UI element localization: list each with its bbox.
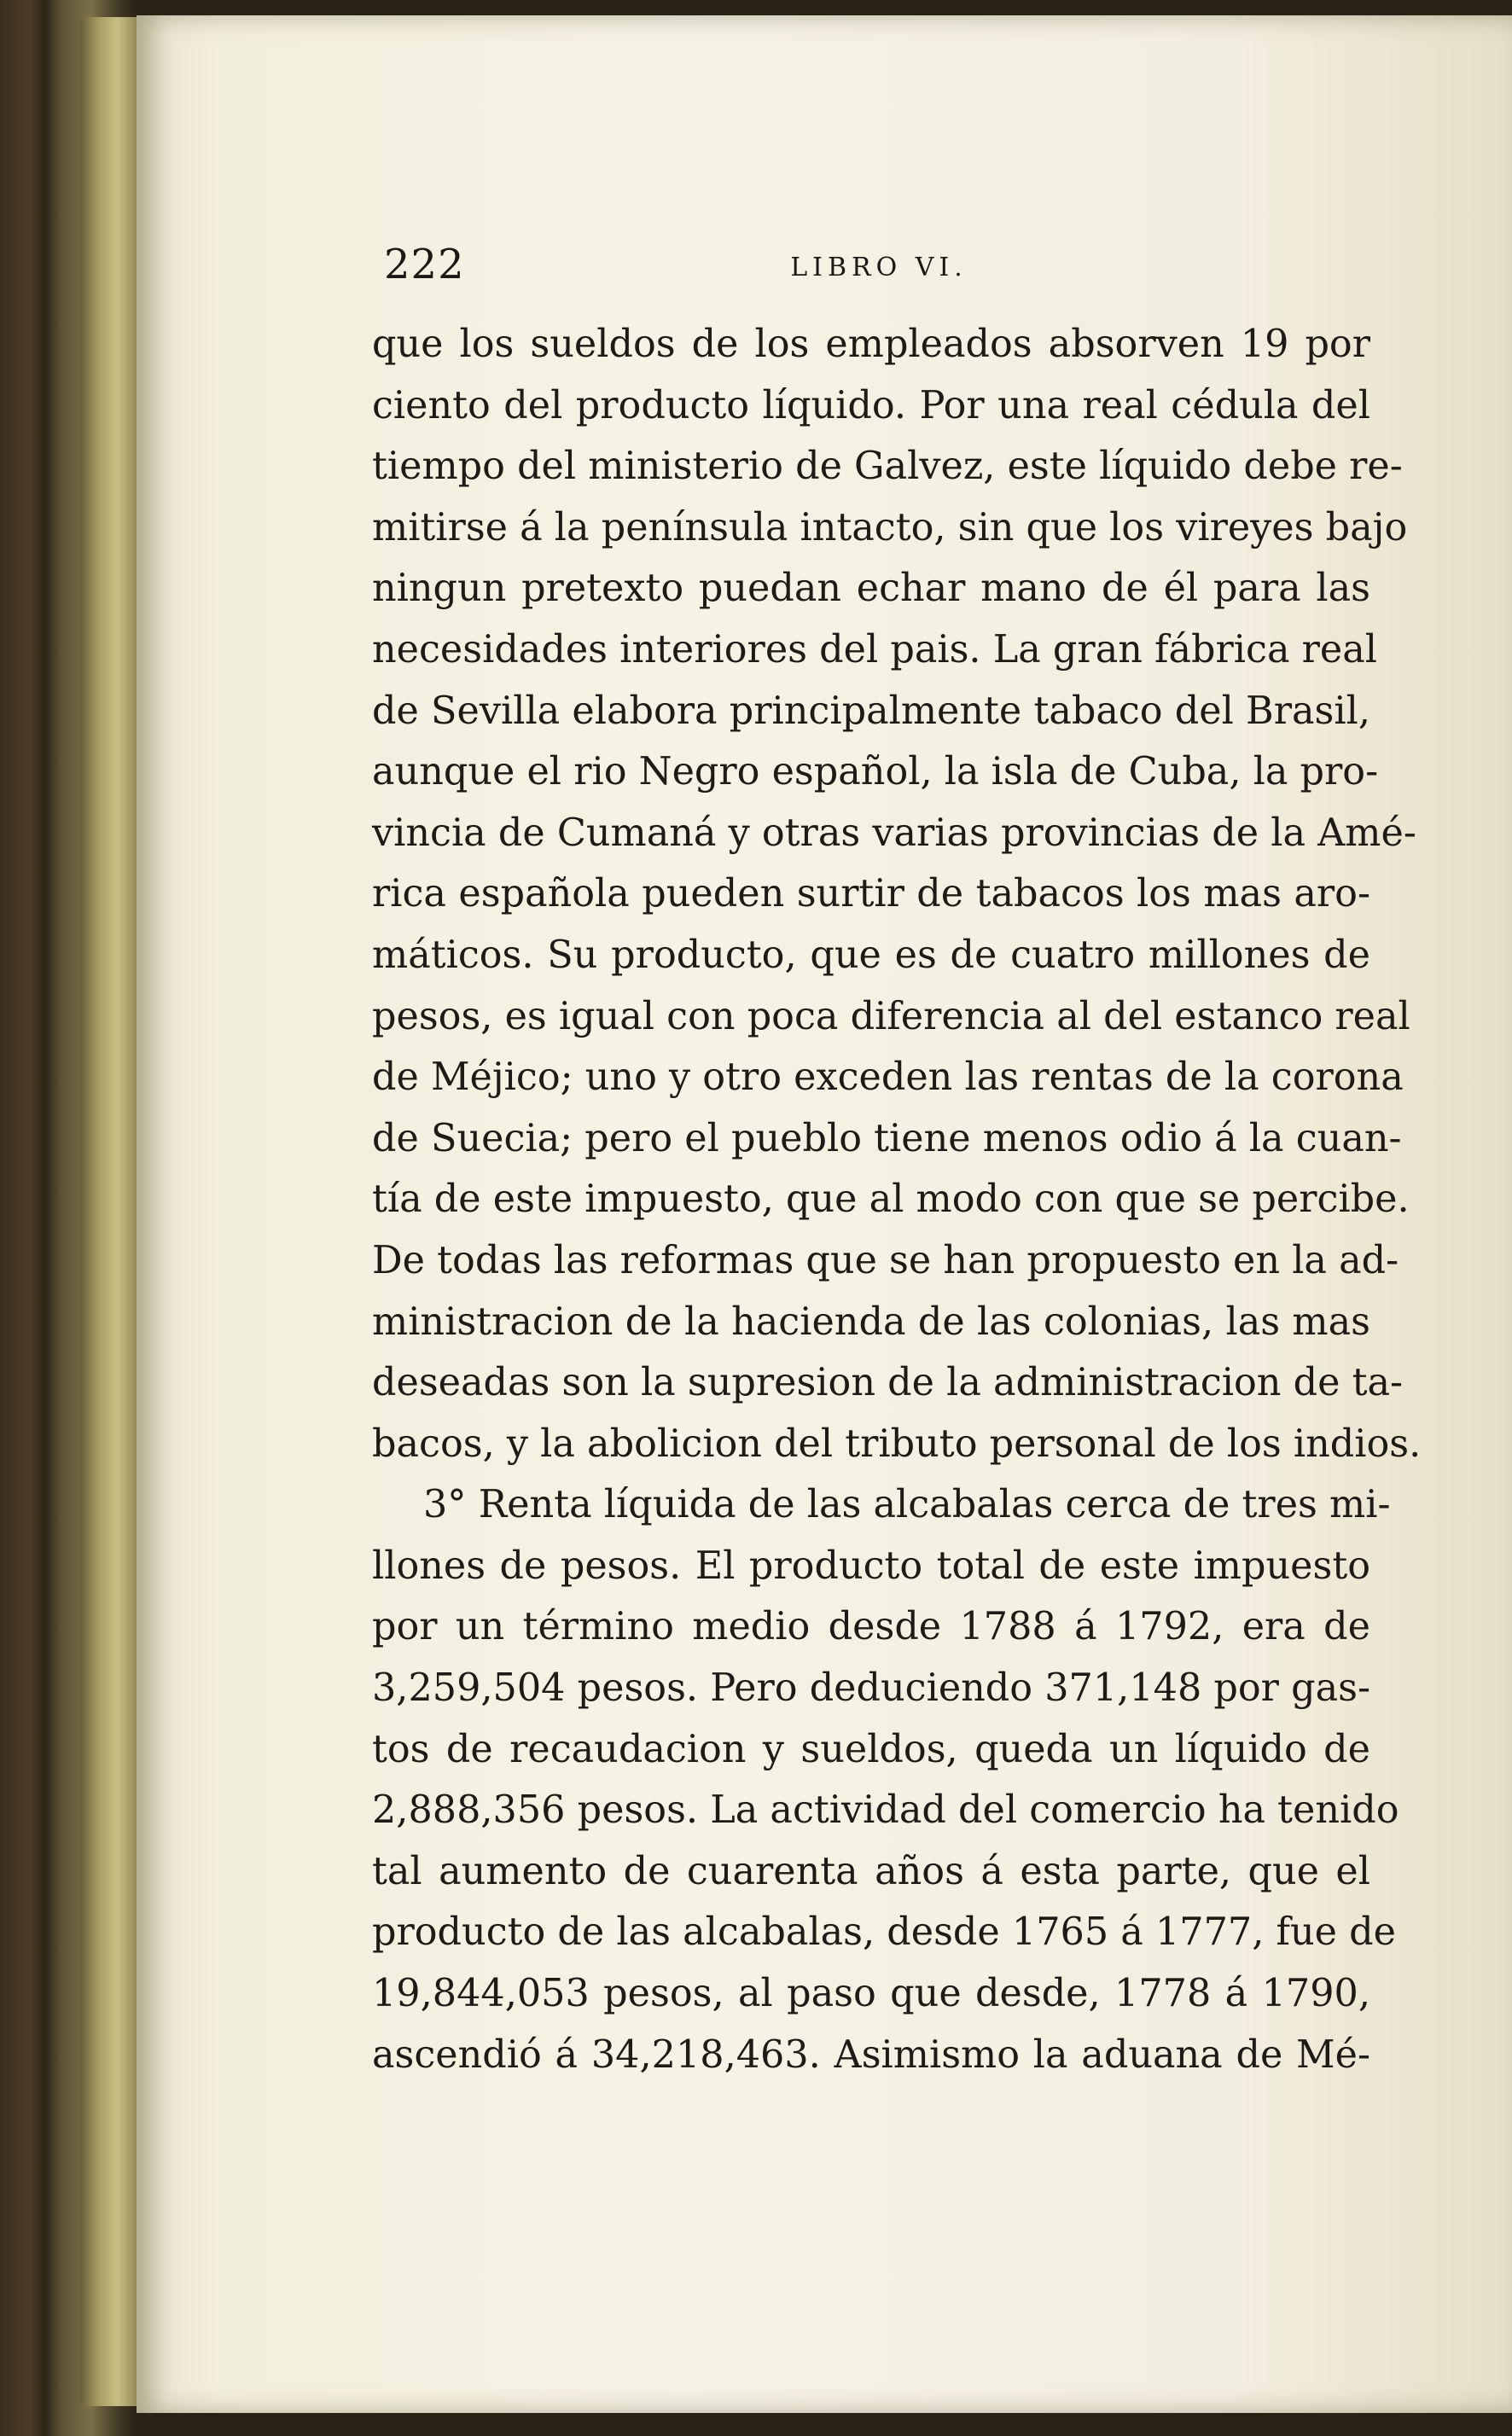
text-line: tiempo del ministerio de Galvez, este líquido debe re-: [372, 445, 1403, 489]
text-line: tos de recaudacion y sueldos, queda un líquido de: [372, 1727, 1370, 1771]
text-line: vincia de Cumaná y otras varias provincias de la Amé-: [372, 811, 1416, 855]
body-text: [372, 314, 1422, 2085]
text-line: que los sueldos de los empleados absorven 19 por: [372, 323, 1370, 366]
text-line: 3,259,504 pesos. Pero deduciendo 371,148 por gas-: [372, 1666, 1370, 1711]
text-line: llones de pesos. El producto total de este impuesto: [372, 1544, 1370, 1588]
text-line: de Suecia; pero el pueblo tiene menos odio á la cuan-: [372, 1116, 1402, 1160]
paragraph-end-line: bacos, y la abolicion del tributo personal de los indios.: [372, 1421, 1422, 1466]
text-line: deseadas son la supresion de la administracion de ta-: [372, 1361, 1404, 1405]
text-line: producto de las alcabalas, desde 1765 á 1777, fue de: [372, 1910, 1396, 1955]
text-line: pesos, es igual con poca diferencia al del estanco real: [372, 994, 1410, 1038]
text-line: necesidades interiores del pais. La gran fábrica real: [372, 627, 1377, 671]
text-line: 19,844,053 pesos, al paso que desde, 1778 á 1790,: [372, 1972, 1370, 2016]
text-line: máticos. Su producto, que es de cuatro millones de: [372, 933, 1370, 977]
text-line: tía de este impuesto, que al modo con que se percibe.: [372, 1177, 1410, 1222]
text-line: rica española pueden surtir de tabacos los mas aro-: [372, 872, 1370, 916]
text-line: mitirse á la península intacto, sin que los vireyes bajo: [372, 505, 1408, 549]
paragraph-start-line: 3° Renta líquida de las alcabalas cerca de tres mi-: [423, 1483, 1391, 1527]
text-line: 2,888,356 pesos. La actividad del comercio ha tenido: [372, 1788, 1399, 1833]
page-header: [384, 241, 1374, 300]
text-line: de Sevilla elabora principalmente tabaco del Brasil,: [372, 689, 1370, 733]
text-line: por un término medio desde 1788 á 1792, era de: [372, 1605, 1370, 1649]
running-head: LIBRO VI.: [790, 253, 968, 282]
text-line: ascendió á 34,218,463. Asimismo la aduana de Mé-: [372, 2032, 1370, 2077]
text-line: ministracion de la hacienda de las colonias, las mas: [372, 1299, 1370, 1344]
page-edge: [81, 17, 141, 2406]
text-line: de Méjico; uno y otro exceden las rentas de la corona: [372, 1055, 1404, 1100]
text-line: aunque el rio Negro español, la isla de Cuba, la pro-: [372, 750, 1379, 794]
page-number: 222: [384, 241, 465, 288]
text-line: De todas las reformas que se han propuesto en la ad-: [372, 1238, 1399, 1282]
text-line: ciento del producto líquido. Por una real cédula del: [372, 383, 1370, 427]
text-line: tal aumento de cuarenta años á esta parte, que el: [372, 1849, 1370, 1893]
text-line: ningun pretexto puedan echar mano de él para las: [372, 567, 1370, 611]
